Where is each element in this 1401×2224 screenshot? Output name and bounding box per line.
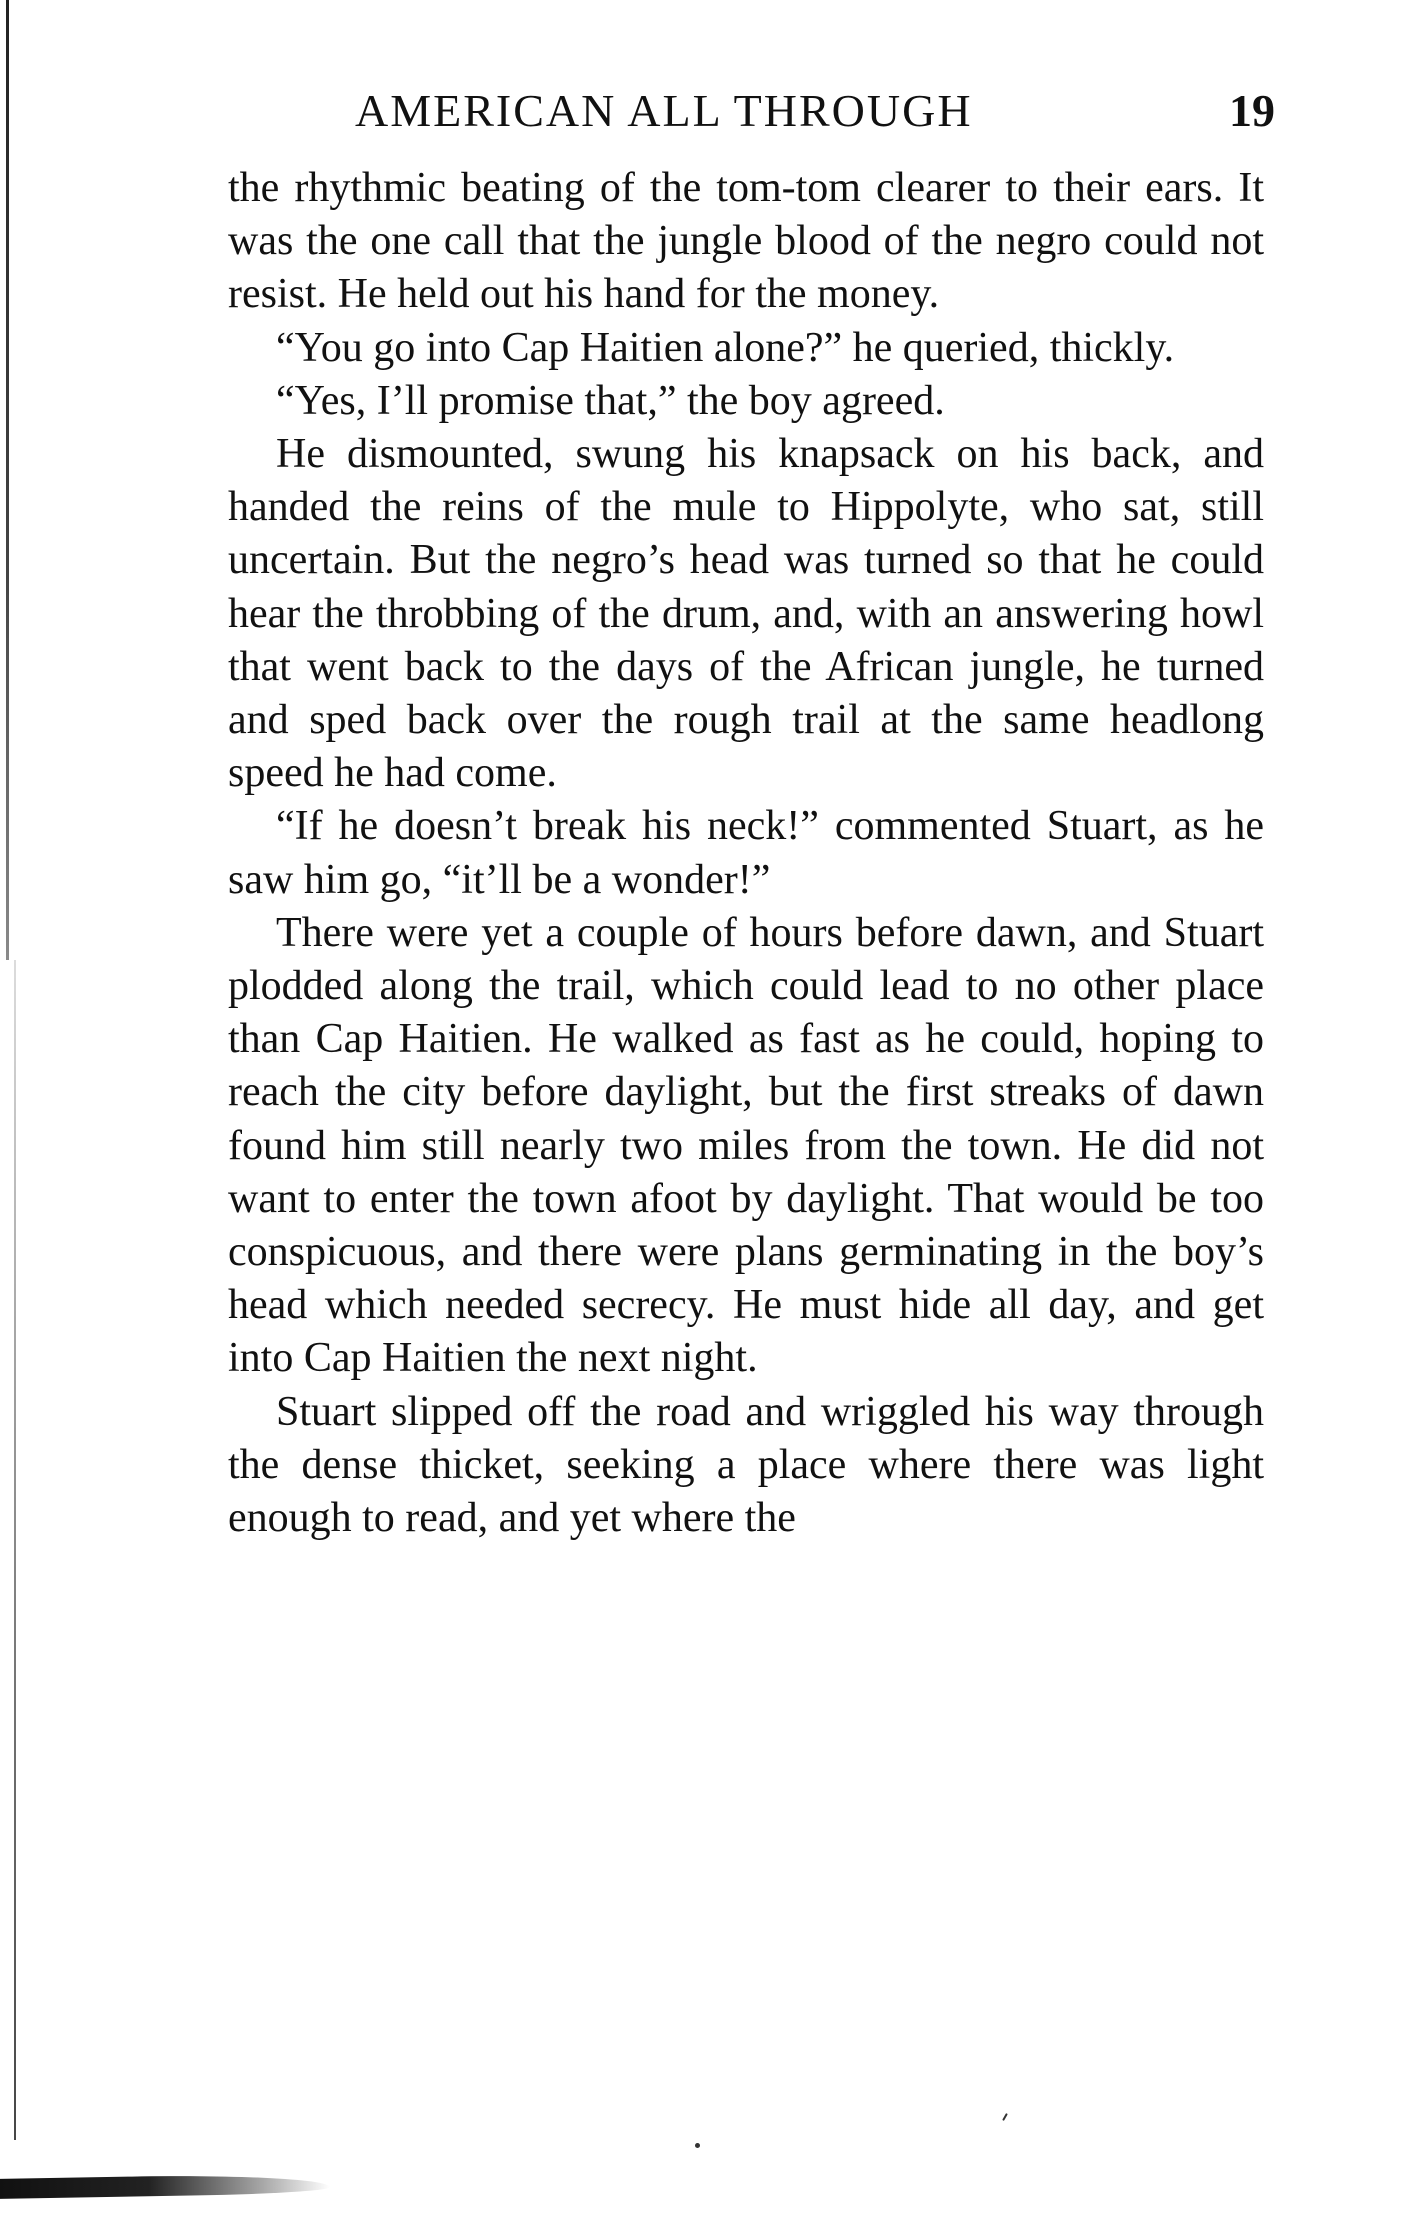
running-head: AMERICAN ALL THROUGH	[355, 85, 973, 136]
scan-smudge	[0, 2173, 330, 2199]
scan-speck	[1002, 2113, 1008, 2121]
paragraph: the rhythmic beating of the tom-tom clearer to their ears. It was the one call that the jungle blood of the negro could not resist. He held out his hand for the money.	[228, 165, 1264, 318]
paragraph: “You go into Cap Haitien alone?” he queried, thickly.	[276, 324, 1175, 371]
page-header	[355, 83, 1275, 139]
paragraph: He dismounted, swung his knapsack on his back, and handed the reins of the mule to Hippolyte, who sat, still uncertain. But the negro’s head was turned so that he could hear the throbbing of the drum, and, with an answering howl that went back to the days of the African jungle, he turned and sped back over the rough trail at the same headlong speed he had come.	[228, 431, 1264, 797]
scan-speck	[695, 2143, 700, 2148]
paragraph: Stuart slipped off the road and wriggled his way through the dense thicket, seeking a place where there was light enough to read, and yet where the	[228, 1388, 1264, 1542]
paragraph: “If he doesn’t break his neck!” commented Stuart, as he saw him go, “it’ll be a wonder!”	[228, 803, 1264, 903]
body-text	[228, 162, 1264, 1545]
paragraph: “Yes, I’ll promise that,” the boy agreed.	[276, 377, 945, 424]
scan-binding-edge-lower	[14, 960, 16, 2140]
paragraph: There were yet a couple of hours before dawn, and Stuart plodded along the trail, which could lead to no other place than Cap Haitien. He walked as fast as he could, hoping to reach the city before daylight, but the first streaks of dawn found him still nearly two miles from the town. He did not want to enter the town afoot by daylight. That would be too conspicuous, and there were plans germinating in the boy’s head which needed secrecy. He must hide all day, and get into Cap Haitien the next night.	[228, 909, 1264, 1382]
page-number: 19	[1229, 85, 1275, 136]
scan-binding-edge	[6, 0, 9, 960]
